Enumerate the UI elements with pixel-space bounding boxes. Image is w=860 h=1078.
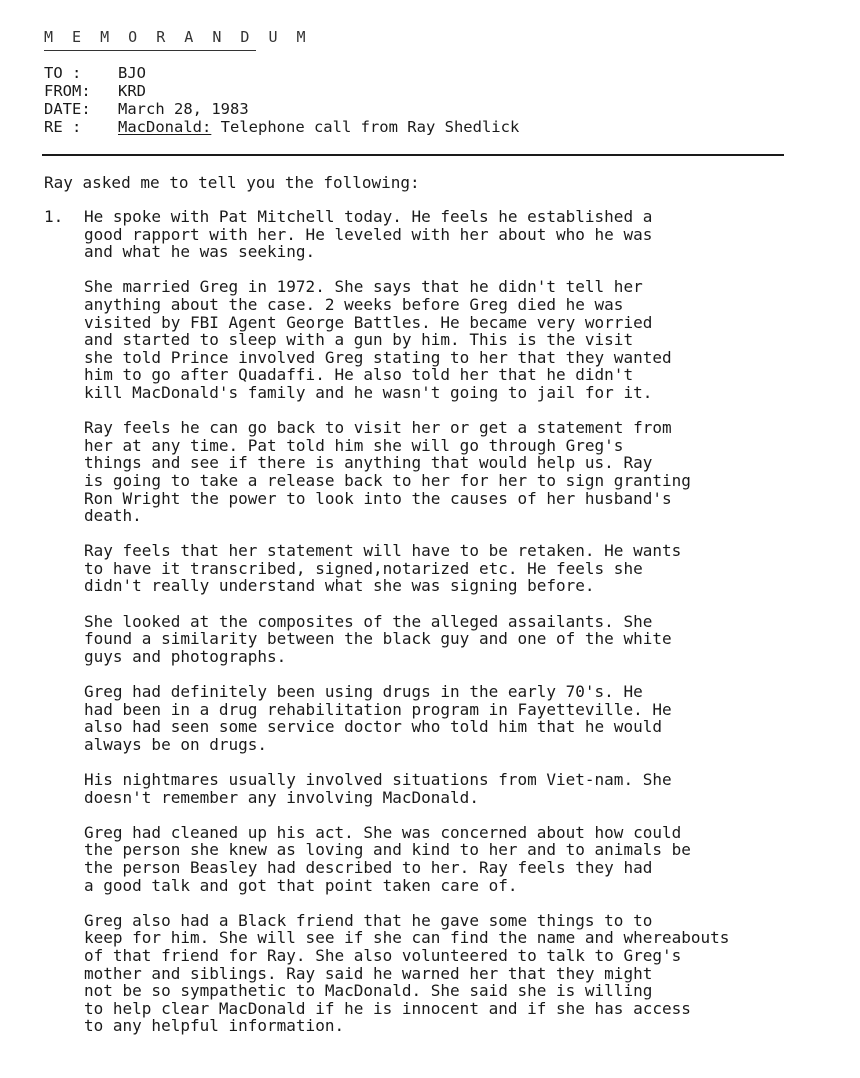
memo-paragraph <box>84 278 844 401</box>
paragraph-line: not be so sympathetic to MacDonald. She said she is willing <box>84 981 653 1001</box>
paragraph-line: a good talk and got that point taken care of. <box>84 875 518 895</box>
paragraph-line: He spoke with Pat Mitchell today. He feels he established a <box>84 207 653 226</box>
paragraph-line: She looked at the composites of the alleged assailants. She <box>84 611 653 631</box>
intro-line: Ray asked me to tell you the following: <box>44 173 420 192</box>
date-value: March 28, 1983 <box>118 100 249 118</box>
paragraph-line: She married Greg in 1972. She says that he didn't tell her <box>84 277 643 297</box>
paragraph-line: Ron Wright the power to look into the causes of her husband's <box>84 488 672 508</box>
paragraph-line: Ray feels that her statement will have to be retaken. He wants <box>84 541 682 561</box>
paragraph-line: anything about the case. 2 weeks before Greg died he was <box>84 294 624 314</box>
paragraph-line: the person she knew as loving and kind to her and to animals be <box>84 840 691 860</box>
header-from-row <box>44 82 519 100</box>
paragraph-line: found a similarity between the black guy and one of the white <box>84 629 672 649</box>
paragraph-line: and what he was seeking. <box>84 242 316 262</box>
item-number: 1. <box>44 207 64 226</box>
memo-paragraph <box>84 683 844 753</box>
to-value: BJO <box>118 64 146 82</box>
memo-header <box>44 64 519 136</box>
paragraph-line: doesn't remember any involving MacDonald. <box>84 787 479 807</box>
memo-paragraph <box>84 613 844 666</box>
paragraph-line: him to go after Quadaffi. He also told her that he didn't <box>84 365 634 385</box>
memo-paragraph <box>84 912 844 1035</box>
paragraph-line: Greg also had a Black friend that he gave some things to to <box>84 910 653 930</box>
paragraph-line: good rapport with her. He leveled with her about who he was <box>84 224 653 244</box>
header-re-row <box>44 118 519 136</box>
paragraph-line: the person Beasley had described to her. Ray feels they had <box>84 857 653 877</box>
paragraph-line: her at any time. Pat told him she will go through Greg's <box>84 435 624 455</box>
re-label: RE : <box>44 118 82 136</box>
paragraph-line: to help clear MacDonald if he is innocent and if she has access <box>84 998 691 1018</box>
paragraph-line: visited by FBI Agent George Battles. He became very worried <box>84 312 653 332</box>
paragraph-line: also had seen some service doctor who told him that he would <box>84 717 662 737</box>
paragraph-line: Greg had definitely been using drugs in the early 70's. He <box>84 682 643 702</box>
header-to-row <box>44 64 519 82</box>
paragraph-line: and started to sleep with a gun by him. This is the visit <box>84 330 634 350</box>
paragraph-line: to any helpful information. <box>84 1016 345 1036</box>
paragraph-line: things and see if there is anything that would help us. Ray <box>84 453 653 473</box>
from-value: KRD <box>118 82 146 100</box>
memo-paragraph <box>84 208 844 261</box>
paragraph-line: had been in a drug rehabilitation program in Fayetteville. He <box>84 699 672 719</box>
paragraph-line: Greg had cleaned up his act. She was concerned about how could <box>84 822 682 842</box>
memo-paragraph <box>84 542 844 595</box>
paragraph-line: always be on drugs. <box>84 734 268 754</box>
memo-paragraph <box>84 771 844 806</box>
paragraph-line: guys and photographs. <box>84 646 287 666</box>
header-divider <box>42 154 784 156</box>
paragraph-line: she told Prince involved Greg stating to her that they wanted <box>84 347 672 367</box>
paragraph-line: of that friend for Ray. She also volunteered to talk to Greg's <box>84 945 682 965</box>
paragraph-line: kill MacDonald's family and he wasn't going to jail for it. <box>84 382 653 402</box>
date-label: DATE: <box>44 100 91 118</box>
paragraph-line: didn't really understand what she was signing before. <box>84 576 595 596</box>
paragraph-line: to have it transcribed, signed,notarized etc. He feels she <box>84 558 643 578</box>
memo-paragraph <box>84 824 844 894</box>
memo-paragraph <box>84 419 844 525</box>
memo-body <box>84 208 844 1053</box>
paragraph-line: keep for him. She will see if she can find the name and whereabouts <box>84 928 730 948</box>
paragraph-line: mother and siblings. Ray said he warned her that they might <box>84 963 653 983</box>
header-date-row <box>44 100 519 118</box>
paragraph-line: Ray feels he can go back to visit her or get a statement from <box>84 418 672 438</box>
paragraph-line: death. <box>84 506 142 526</box>
re-subject: MacDonald: <box>118 118 212 136</box>
to-label: TO : <box>44 64 82 82</box>
memo-title: M E M O R A N D U M <box>44 28 256 51</box>
from-label: FROM: <box>44 82 91 100</box>
re-rest: Telephone call from Ray Shedlick <box>211 118 520 136</box>
paragraph-line: is going to take a release back to her for her to sign granting <box>84 470 691 490</box>
paragraph-line: His nightmares usually involved situations from Viet-nam. She <box>84 770 672 789</box>
